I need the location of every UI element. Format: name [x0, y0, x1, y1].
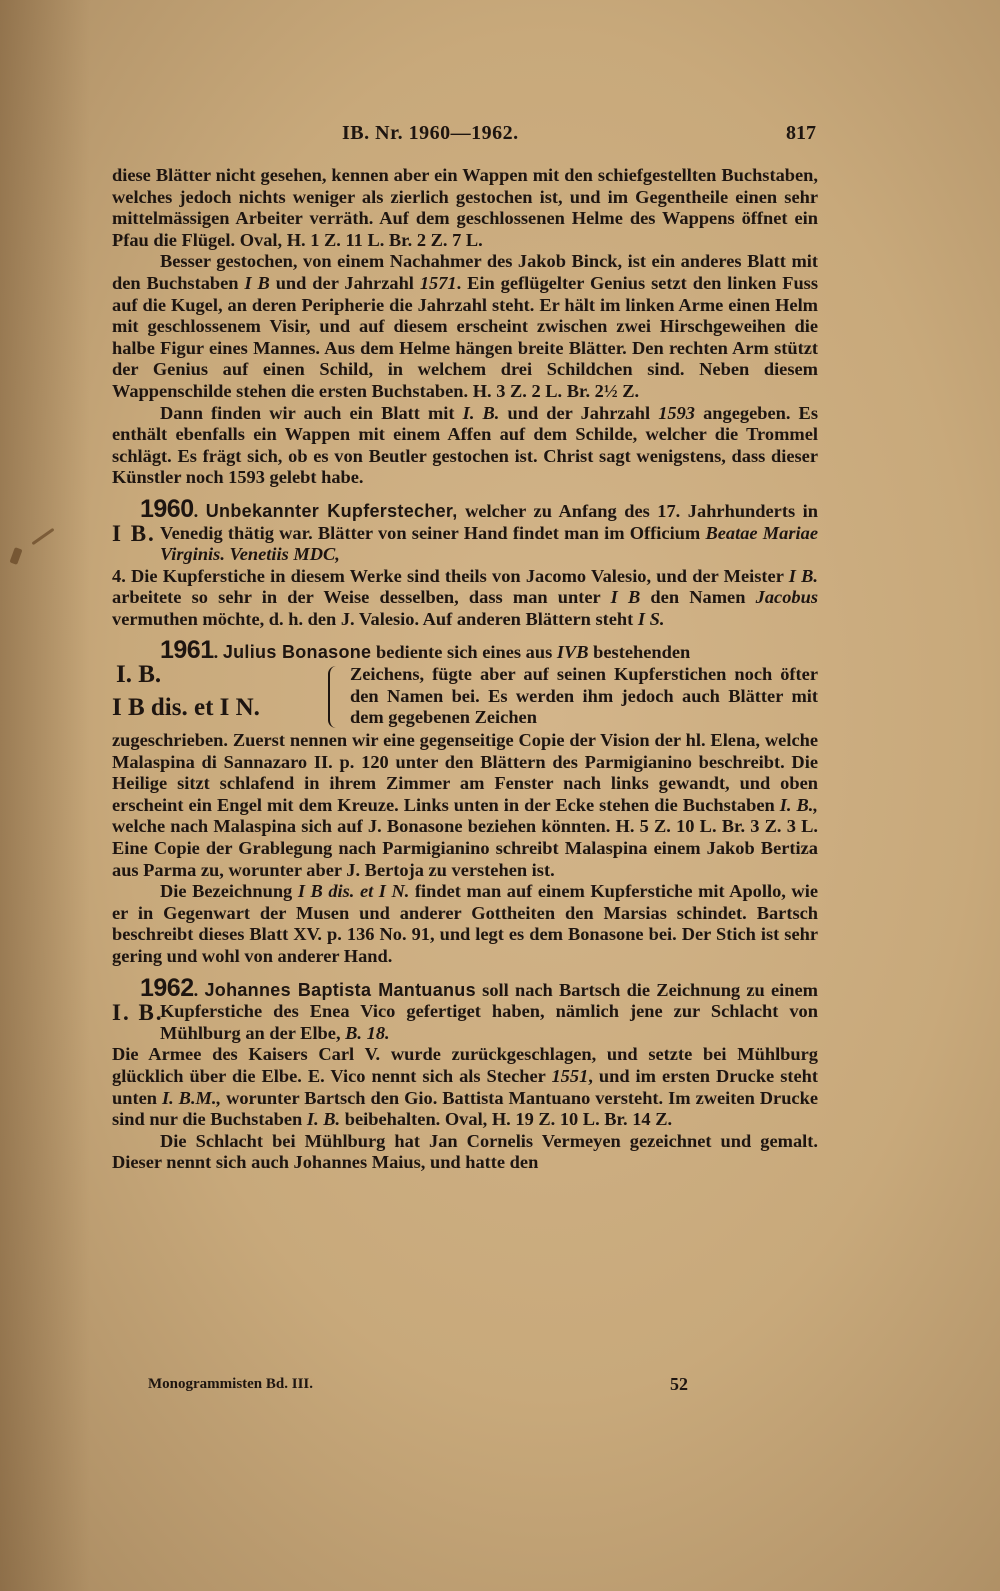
- paragraph: Besser gestochen, von einem Nachahmer des Jakob Binck, ist ein anderes Blatt mit den Buchstaben I B und der Jahrzahl 1571. Ein geflügelter Genius setzt den linken Fuss auf die Kugel, an deren Peripherie die Jahrzahl steht. Er hält im linken Arme einen Helm mit geschlossenem Visir, und auf diesem erscheint zwischen zwei Hirschgeweihen die halbe Figur eines Mannes. Aus dem Helme hängen breite Blätter. Den rechten Arm stützt der Genius auf einen Schild, in welchem drei Schildchen sind. Neben diesem Wappenschilde stehen die ersten Buchstaben. H. 3 Z. 2 L. Br. 2½ Z.: [112, 251, 818, 401]
- paragraph: diese Blätter nicht gesehen, kennen aber ein Wappen mit den schiefgestellten Buchstaben, welches jedoch nichts weniger als zierlich gestochen ist, und im Gegentheile einen sehr mittelmässigen Arbeiter verräth. Auf dem geschlossenen Helme des Wappens öffnet ein Pfau die Flügel. Oval, H. 1 Z. 11 L. Br. 2 Z. 7 L.: [112, 165, 818, 250]
- signature-mark: 52: [670, 1374, 688, 1394]
- paragraph: Dann finden wir auch ein Blatt mit I. B. und der Jahrzahl 1593 angegeben. Es enthält ebenfalls ein Wappen mit einem Affen auf dem Schilde, welcher die Trommel schlägt. Es frägt sich, ob es von Beutler gestochen ist. Christ sagt wenigstens, dass dieser Künstler noch 1593 gelebt habe.: [112, 402, 818, 488]
- artist-name: Julius Bonasone: [222, 642, 372, 663]
- brace: [328, 666, 344, 728]
- page-footer: [148, 1376, 688, 1400]
- monogram-mark: I. B.: [112, 999, 164, 1025]
- paragraph: zugeschrieben. Zuerst nennen wir eine gegenseitige Copie der Vision der hl. Elena, welche Malaspina di Sannazaro II. p. 120 unter den Blättern des Parmigianino beschreibt. Die Heilige sitzt schlafend in ihrem Zimmer am Fenster nach links gewandt, und oben erscheint ein Engel mit dem Kreuze. Links unten in der Ecke stehen die Buchstaben I. B., welche nach Malaspina sich auf J. Bonasone beziehen könnten. H. 5 Z. 10 L. Br. 3 Z. 3 L. Eine Copie der Grablegung nach Parmigianino schreibt Malaspina einem Jakob Bertiza aus Parma zu, worunter aber J. Bertoja zu verstehen ist.: [112, 730, 818, 880]
- monogram-marks: I. B. I B dis. et I N.: [112, 661, 260, 722]
- page-body: [112, 165, 818, 1174]
- entry-number: 1960: [140, 494, 194, 523]
- entry-1960: I B. 1960. Unbekannter Kupferstecher, welcher zu Anfang des 17. Jahrhunderts in Venedig thätig war. Blätter von seiner Hand findet man im Officium Beatae Mariae Virginis. Venetiis MDC, 4. Die Kupferstiche in diesem Werke sind theils von Jacomo Valesio, und der Meister I B. arbeitete so sehr in der Weise desselben, dass man unter I B den Namen Jacobus vermuthen möchte, d. h. den J. Valesio. Auf anderen Blättern steht I S.: [112, 494, 818, 629]
- page-number: 817: [786, 122, 816, 144]
- paragraph: Die Bezeichnung I B dis. et I N. findet man auf einem Kupferstiche mit Apollo, wie er in Gegenwart der Musen und anderer Gottheiten den Marsias schindet. Bartsch beschreibt dieses Blatt XV. p. 136 No. 91, und legt es dem Bonasone bei. Der Stich ist sehr gering und wohl von anderer Hand.: [112, 881, 818, 966]
- running-header: [112, 122, 816, 148]
- monogram-mark: I B.: [112, 520, 156, 546]
- entry-1962: I. B. 1962. Johannes Baptista Mantuanus soll nach Bartsch die Zeichnung zu einem Kupferstiche des Enea Vico gefertiget haben, nämlich jene zur Schlacht von Mühlburg an der Elbe, B. 18. Die Armee des Kaisers Carl V. wurde zurückgeschlagen, und setzte bei Mühlburg glücklich über die Elbe. E. Vico nennt sich als Stecher 1551, und im ersten Drucke steht unten I. B.M., worunter Bartsch den Gio. Battista Mantuano versteht. Im zweiten Drucke sind nur die Buchstaben I. B. beibehalten. Oval, H. 19 Z. 10 L. Br. 14 Z. Die Schlacht bei Mühlburg hat Jan Cornelis Vermeyen gezeichnet und gemalt. Dieser nennt sich auch Johannes Maius, und hatte den: [112, 973, 819, 1173]
- entry-number: 1962: [140, 973, 194, 1002]
- header-title: IB. Nr. 1960—1962.: [342, 122, 519, 144]
- monogram-mark: IVB: [556, 642, 589, 663]
- paragraph: Die Schlacht bei Mühlburg hat Jan Cornelis Vermeyen gezeichnet und gemalt. Dieser nennt sich auch Johannes Maius, und hatte den: [112, 1130, 818, 1173]
- artist-name: Johannes Baptista Mantuanus: [204, 979, 476, 1000]
- entry-1961: 1961. Julius Bonasone bediente sich eines aus IVB bestehenden I. B. I B dis. et I N. Zeichens, fügte aber auf seinen Kupferstichen noch öfter den Namen bei. Es werden ihm jedoch auch Blätter mit dem gegebenen Zeichen zugeschrieben. Zuerst nennen wir eine gegenseitige Copie der Vision der hl. Elena, welche Malaspina di Sannazaro II. p. 120 unter den Blättern des Parmigianino beschreibt. Die Heilige sitzt schlafend in ihrem Zimmer am Fenster nach links gewandt, und oben erscheint ein Engel mit dem Kreuze. Links unten in der Ecke stehen die Buchstaben I. B., welche nach Malaspina sich auf J. Bonasone beziehen könnten. H. 5 Z. 10 L. Br. 3 Z. 3 L. Eine Copie der Grablegung nach Parmigianino schreibt Malaspina einem Jakob Bertiza aus Parma zu, worunter aber J. Bertoja zu verstehen ist. Die Bezeichnung I B dis. et I N. findet man auf einem Kupferstiche mit Apollo, wie er in Gegenwart der Musen und anderer Gottheiten den Marsias schindet. Bartsch beschreibt dieses Blatt XV. p. 136 No. 91, und legt es dem Bonasone bei. Der Stich ist sehr gering und wohl von anderer Hand.: [112, 636, 818, 966]
- footer-source: Monogrammisten Bd. III.: [148, 1376, 314, 1392]
- paragraph: 4. Die Kupferstiche in diesem Werke sind theils von Jacomo Valesio, und der Meister I B. arbeitete so sehr in der Weise desselben, dass man unter I B den Namen Jacobus vermuthen möchte, d. h. den J. Valesio. Auf anderen Blättern steht I S.: [112, 565, 818, 629]
- paragraph: Die Armee des Kaisers Carl V. wurde zurückgeschlagen, und setzte bei Mühlburg glücklich über die Elbe. E. Vico nennt sich als Stecher 1551, und im ersten Drucke steht unten I. B.M., worunter Bartsch den Gio. Battista Mantuano versteht. Im zweiten Drucke sind nur die Buchstaben I. B. beibehalten. Oval, H. 19 Z. 10 L. Br. 14 Z.: [112, 1044, 819, 1130]
- artist-name: Unbekannter Kupferstecher,: [205, 500, 458, 521]
- page-edge-shadow: [0, 0, 90, 1591]
- entry-number: 1961: [160, 636, 214, 665]
